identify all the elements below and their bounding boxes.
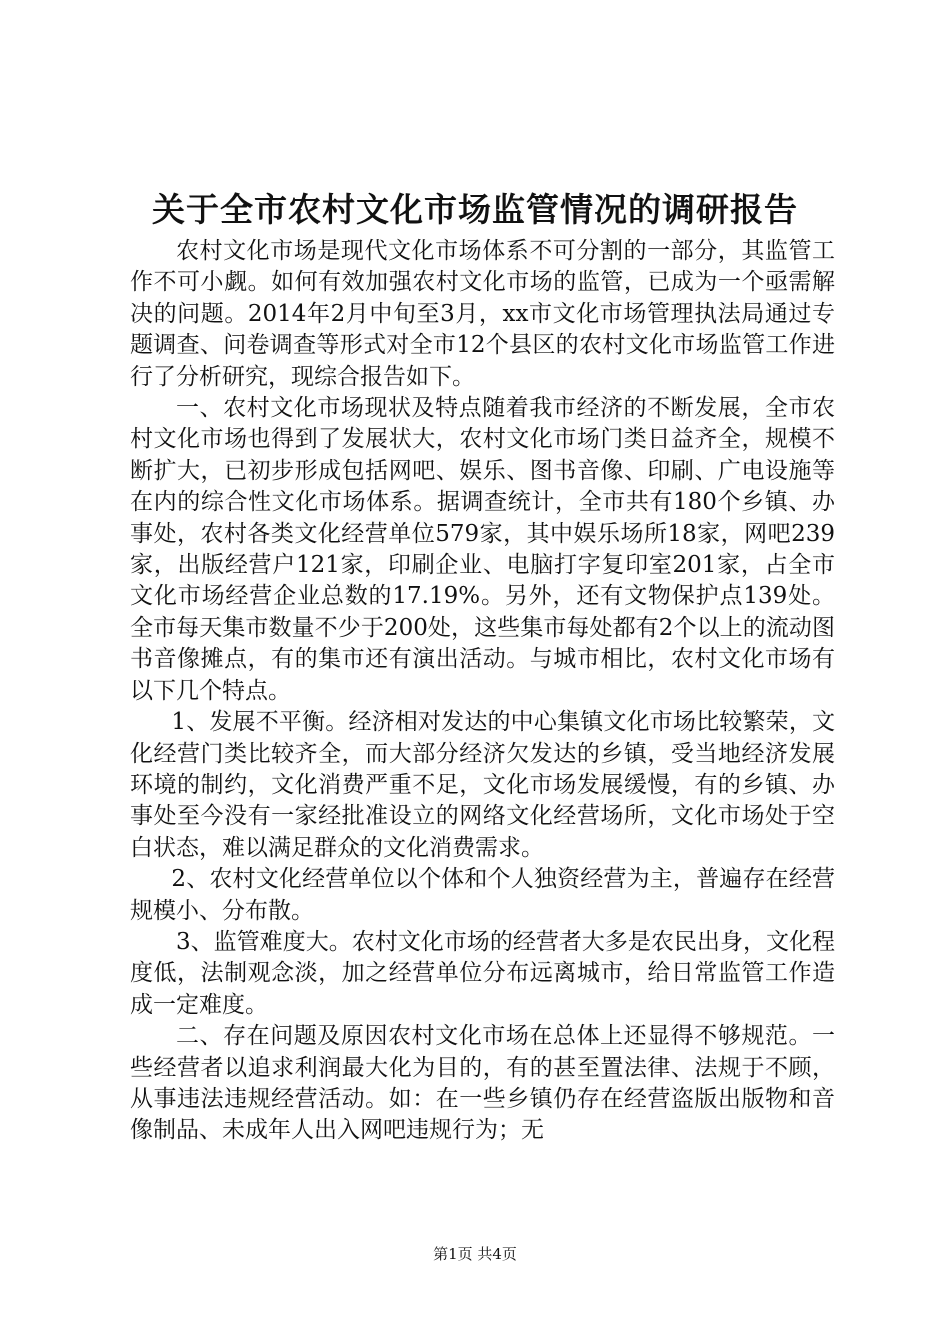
paragraph-section-1: 一、农村文化市场现状及特点随着我市经济的不断发展，全市农村文化市场也得到了发展状大，农村文化市场门类日益齐全，规模不断扩大，已初步形成包括网吧、娱乐、图书音像、印刷、广电设施等在内的综合性文化市场体系。据调查统计，全市共有180个乡镇、办事处，农村各类文化经营单位579家，其中娱乐场所18家，网吧239家，出版经营户121家，印刷企业、电脑打字复印室201家，占全市文化市场经营企业总数的17.19%。另外，还有文物保护点139处。全市每天集市数量不少于200处，这些集市每处都有2个以上的流动图书音像摊点，有的集市还有演出活动。与城市相比，农村文化市场有以下几个特点。: [130, 395, 835, 704]
paragraph-section-2: 二、存在问题及原因农村文化市场在总体上还显得不够规范。一些经营者以追求利润最大化为目的，有的甚至置法律、法规于不顾，从事违法违规经营活动。如：在一些乡镇仍存在经营盗版出版物和音像制品、未成年人出入网吧违规行为；无: [130, 1023, 835, 1144]
paragraph-point-2: 2、农村文化经营单位以个体和个人独资经营为主，普遍存在经营规模小、分布散。: [130, 866, 835, 924]
paragraph-point-1: 1、发展不平衡。经济相对发达的中心集镇文化市场比较繁荣，文化经营门类比较齐全，而大部分经济欠发达的乡镇，受当地经济发展环境的制约，文化消费严重不足，文化市场发展缓慢，有的乡镇、办事处至今没有一家经批准设立的网络文化经营场所，文化市场处于空白状态，难以满足群众的文化消费需求。: [130, 709, 835, 861]
document-title: 关于全市农村文化市场监管情况的调研报告: [152, 190, 798, 229]
document-body: [130, 236, 835, 1147]
paragraph-point-3: 3、监管难度大。农村文化市场的经营者大多是农民出身，文化程度低，法制观念淡，加之经营单位分布远离城市，给日常监管工作造成一定难度。: [130, 928, 835, 1018]
paragraph-intro: 农村文化市场是现代文化市场体系不可分割的一部分，其监管工作不可小觑。如何有效加强农村文化市场的监管，已成为一个亟需解决的问题。2014年2月中旬至3月，xx市文化市场管理执法局通过专题调查、问卷调查等形式对全市12个县区的农村文化市场监管工作进行了分析研究，现综合报告如下。: [130, 238, 835, 390]
page-footer: 第1页 共4页: [433, 1245, 517, 1263]
